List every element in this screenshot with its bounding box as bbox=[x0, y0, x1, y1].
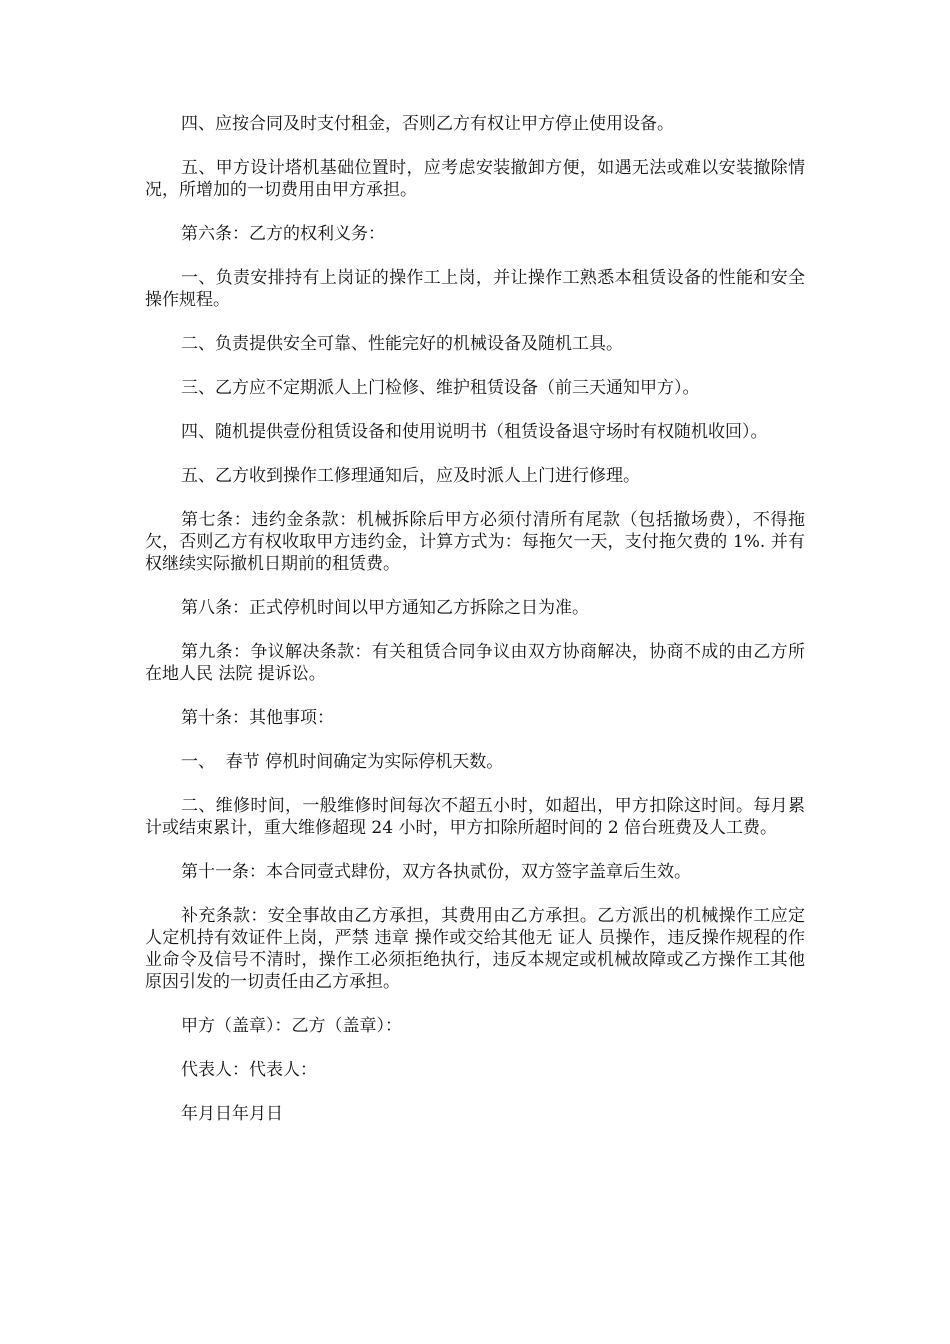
paragraph: 补充条款：安全事故由乙方承担，其费用由乙方承担。乙方派出的机械操作工应定人定机持有效证件上岗，严禁 违章 操作或交给其他无 证人 员操作，违反操作规程的作业命令及信号不清时，操作工必须拒绝执行，违反本规定或机械故障或乙方操作工其他原因引发的一切责任由乙方承担。 bbox=[145, 906, 805, 992]
section-heading: 第六条：乙方的权利义务： bbox=[181, 224, 385, 244]
paragraph: 五、甲方设计塔机基础位置时，应考虑安装撤卸方便，如遇无法或难以安装撤除情况，所增加的一切费用由甲方承担。 bbox=[145, 158, 805, 200]
paragraph: 一、 春节 停机时间确定为实际停机天数。 bbox=[181, 752, 504, 772]
paragraph: 二、负责提供安全可靠、性能完好的机械设备及随机工具。 bbox=[181, 334, 623, 354]
paragraph: 第十一条：本合同壹式肆份，双方各执贰份，双方签字盖章后生效。 bbox=[181, 862, 691, 882]
paragraph: 五、乙方收到操作工修理通知后，应及时派人上门进行修理。 bbox=[181, 466, 640, 486]
section-heading: 第十条：其他事项： bbox=[181, 708, 334, 728]
paragraph: 一、负责安排持有上岗证的操作工上岗，并让操作工熟悉本租赁设备的性能和安全操作规程。 bbox=[145, 268, 805, 310]
paragraph: 第八条：正式停机时间以甲方通知乙方拆除之日为准。 bbox=[181, 598, 589, 618]
paragraph: 二、维修时间，一般维修时间每次不超五小时，如超出，甲方扣除这时间。每月累计或结束累计，重大维修超现 24 小时，甲方扣除所超时间的 2 倍台班费及人工费。 bbox=[145, 796, 805, 838]
paragraph: 第九条：争议解决条款：有关租赁合同争议由双方协商解决，协商不成的由乙方所在地人民 法院 提诉讼。 bbox=[145, 642, 805, 684]
date-line: 年月日年月日 bbox=[181, 1104, 283, 1124]
signature-line: 甲方（盖章）：乙方（盖章）： bbox=[181, 1016, 402, 1036]
paragraph: 四、随机提供壹份租赁设备和使用说明书（租赁设备退守场时有权随机收回）。 bbox=[181, 422, 768, 442]
contract-body bbox=[145, 113, 805, 1147]
representative-line: 代表人：代表人： bbox=[181, 1060, 317, 1080]
paragraph: 三、乙方应不定期派人上门检修、维护租赁设备（前三天通知甲方）。 bbox=[181, 378, 700, 398]
paragraph: 四、应按合同及时支付租金，否则乙方有权让甲方停止使用设备。 bbox=[181, 114, 674, 134]
paragraph: 第七条：违约金条款：机械拆除后甲方必须付清所有尾款（包括撤场费），不得拖欠，否则乙方有权收取甲方违约金，计算方式为：每拖欠一天，支付拖欠费的 1%. 并有权继续实际撤机日期前的租赁费。 bbox=[145, 510, 805, 574]
